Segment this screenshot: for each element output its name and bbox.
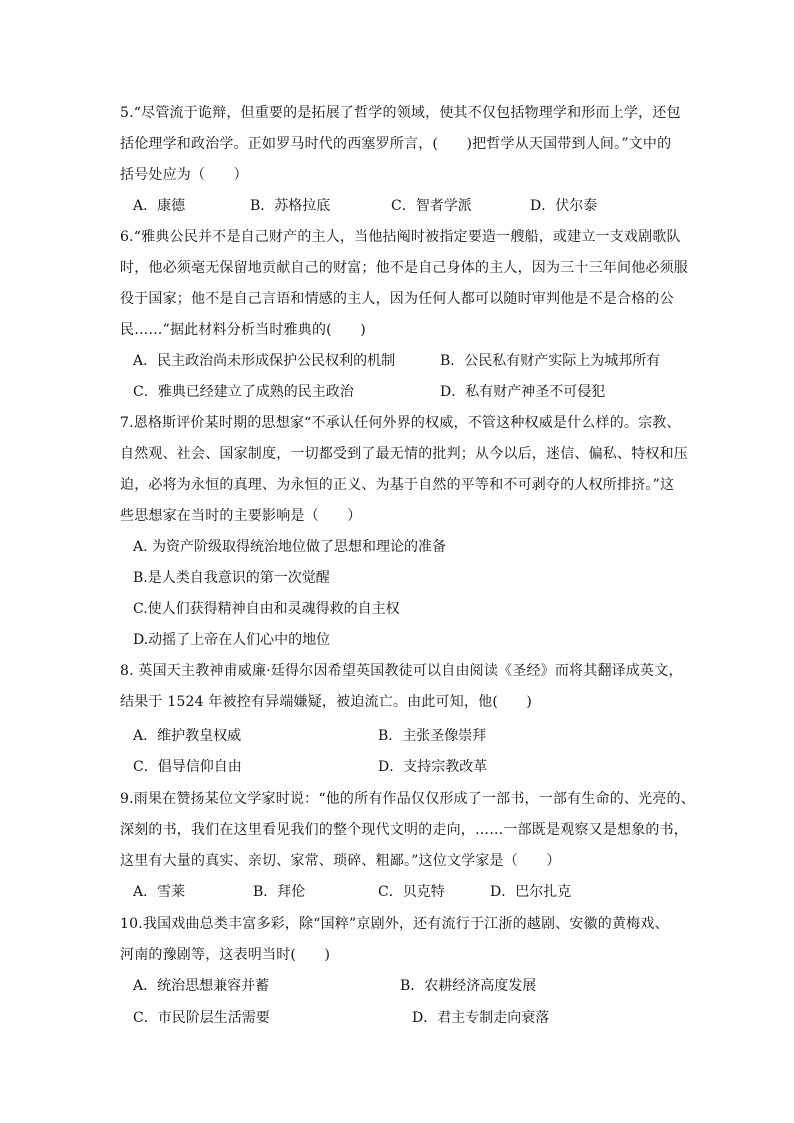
question-text-line: 6.“雅典公民并不是自己财产的主人，当他拈阄时被指定要造一艘船，或建立一支戏剧歌队	[120, 229, 681, 245]
question-text-line: 些思想家在当时的主要影响是（ ）	[120, 508, 362, 524]
question-text-line: 民……”据此材料分析当时雅典的( )	[120, 322, 366, 338]
option-a: A．统治思想兼容并蓄	[133, 978, 270, 994]
option-a: A．维护教皇权威	[133, 728, 242, 744]
option-a: A．康德	[133, 198, 186, 214]
option-a: A. 为资产阶级取得统治地位做了思想和理论的准备	[133, 539, 447, 555]
question-text-line: 括伦理学和政治学。正如罗马时代的西塞罗所言，( )把哲学从天国带到人间。”文中的	[120, 136, 672, 152]
question-text-line: 时，他必须毫无保留地贡献自己的财富；他不是自己身体的主人，因为三十三年间他必须服	[120, 260, 688, 276]
option-b: B．农耕经济高度发展	[400, 978, 537, 994]
option-b: B．主张圣像崇拜	[378, 728, 487, 744]
question-text-line: 这里有大量的真实、亲切、家常、琐碎、粗鄙。”这位文学家是（ ）	[120, 853, 561, 869]
option-b: B．公民私有财产实际上为城邦所有	[440, 353, 661, 369]
option-c: C．倡导信仰自由	[133, 759, 242, 775]
question-text-line: 河南的豫剧等，这表明当时( )	[120, 947, 331, 963]
question-text-line: 括号处应为（ ）	[120, 167, 248, 183]
option-c: C．贝克特	[378, 884, 445, 900]
question-text-line: 5.“尽管流于诡辩，但重要的是拓展了哲学的领域，使其不仅包括物理学和形而上学，还包	[120, 105, 681, 121]
option-d: D．伏尔泰	[530, 198, 598, 214]
option-a: A．雪莱	[133, 884, 186, 900]
option-d: D．私有财产神圣不可侵犯	[440, 384, 606, 400]
question-text-line: 9.雨果在赞扬某位文学家时说：“他的所有作品仅仅形成了一部书，一部有生命的、光亮的、	[120, 791, 695, 807]
option-c: C．市民阶层生活需要	[133, 1010, 270, 1026]
option-d: D．支持宗教改革	[378, 759, 488, 775]
option-c: C.使人们获得精神自由和灵魂得救的自主权	[133, 601, 400, 617]
question-text-line: 役于国家；他不是自己言语和情感的主人，因为任何人都可以随时审判他是不是合格的公	[120, 291, 674, 307]
option-a: A．民主政治尚未形成保护公民权利的机制	[133, 353, 396, 369]
question-text-line: 8. 英国天主教神甫威廉·廷得尔因希望英国教徒可以自由阅读《圣经》而将其翻译成英文，	[120, 663, 683, 679]
option-b: B．苏格拉底	[250, 198, 331, 214]
question-text-line: 10.我国戏曲总类丰富多彩，除“国粹”京剧外，还有流行于江浙的越剧、安徽的黄梅戏、	[120, 916, 669, 932]
option-d: D．巴尔扎克	[490, 884, 572, 900]
question-text-line: 深刻的书，我们在这里看见我们的整个现代文明的走向，……一部既是观察又是想象的书，	[120, 822, 688, 838]
option-b: B．拜伦	[253, 884, 306, 900]
question-text-line: 结果于 1524 年被控有异端嫌疑，被迫流亡。由此可知，他( )	[120, 694, 533, 710]
option-d: D．君主专制走向衰落	[412, 1010, 550, 1026]
option-b: B.是人类自我意识的第一次觉醒	[133, 570, 330, 586]
option-c: C．雅典已经建立了成熟的民主政治	[133, 384, 354, 400]
option-d: D.动摇了上帝在人们心中的地位	[133, 632, 331, 648]
question-text-line: 迫，必将为永恒的真理、为永恒的正义、为基于自然的平等和不可剥夺的人权所排挤。”这	[120, 477, 675, 493]
question-text-line: 7.恩格斯评价某时期的思想家“不承认任何外界的权威，不管这种权威是什么样的。宗教、	[120, 415, 681, 431]
question-text-line: 自然观、社会、国家制度，一切都受到了最无情的批判；从今以后，迷信、偏私、特权和压	[120, 446, 688, 462]
option-c: C．智者学派	[391, 198, 472, 214]
